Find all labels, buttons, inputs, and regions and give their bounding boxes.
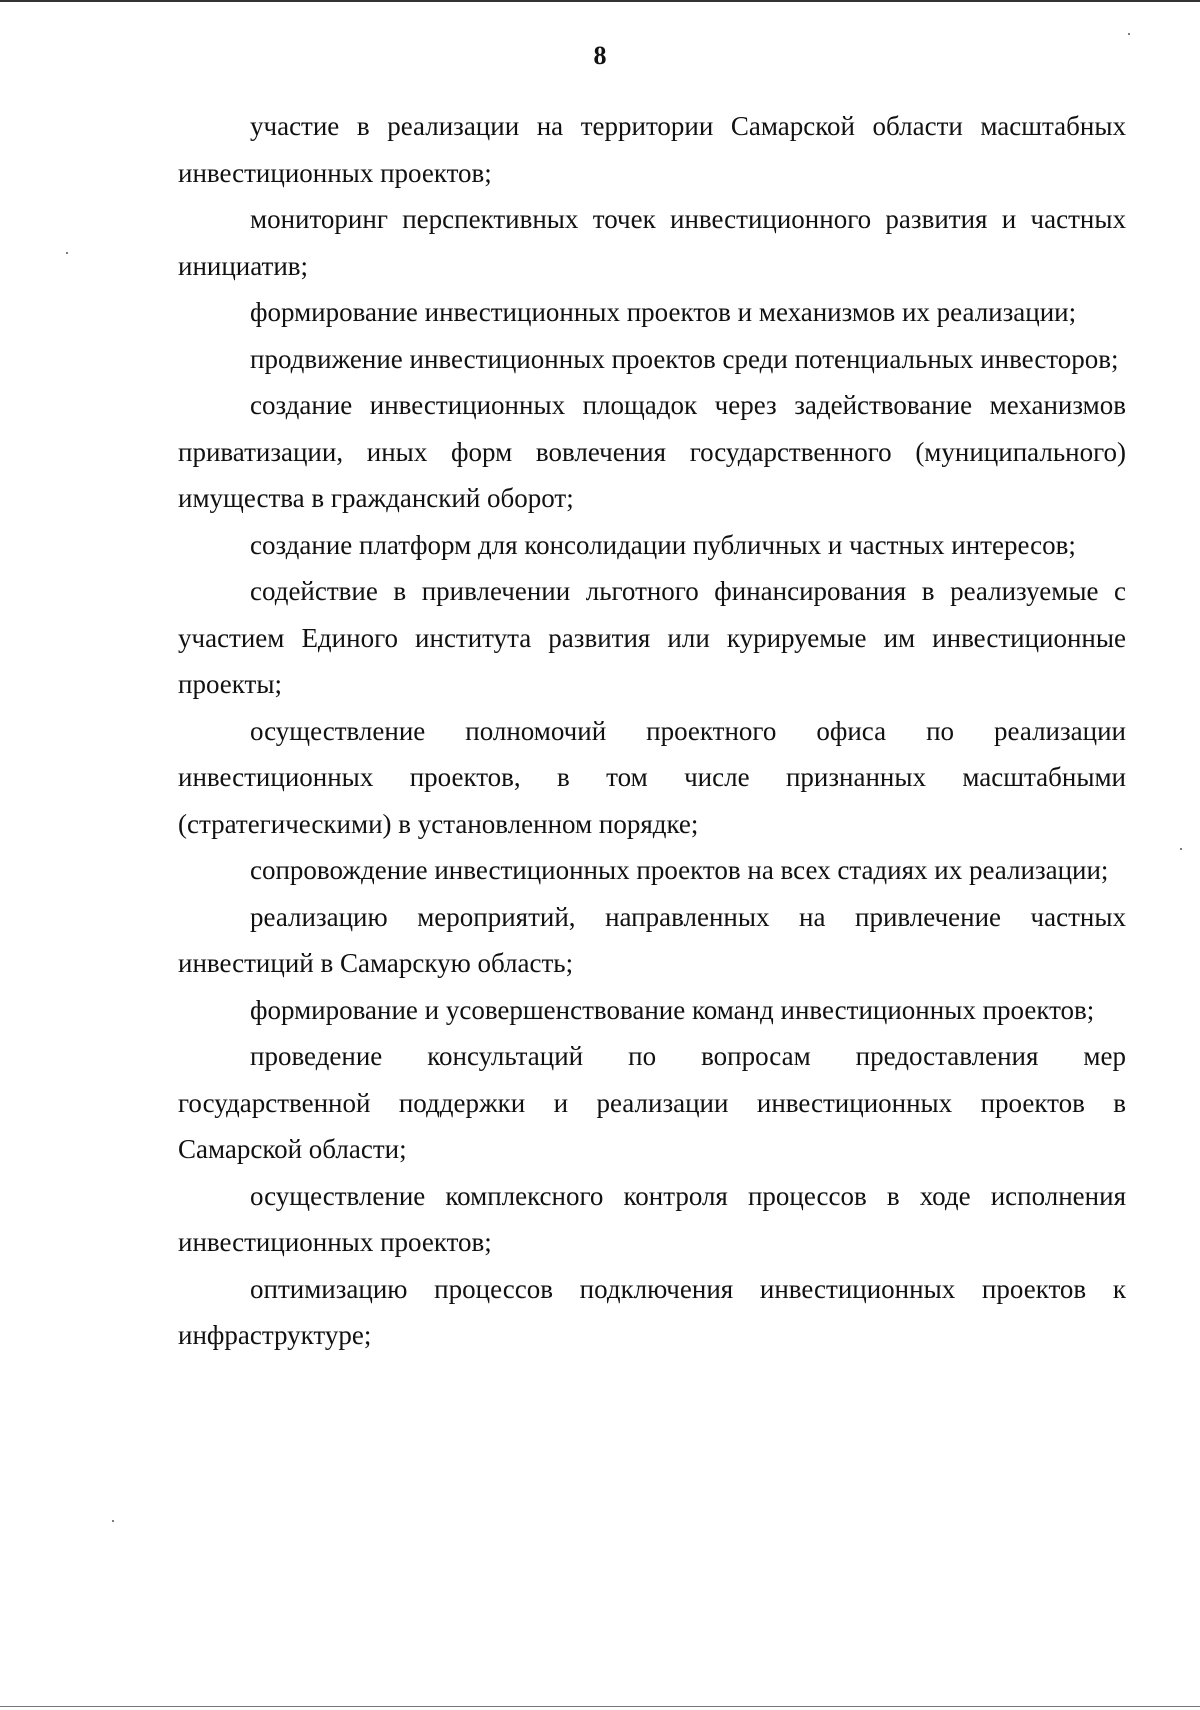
scan-speck: [112, 1520, 114, 1522]
list-item: проведение консультаций по вопросам предоставления мер государственной поддержки и реализации инвестиционных проектов в Самарской области;: [178, 1041, 1126, 1164]
list-item: оптимизацию процессов подключения инвестиционных проектов к инфраструктуре;: [178, 1273, 1126, 1350]
list-item: формирование и усовершенствование команд инвестиционных проектов;: [250, 994, 1095, 1025]
scan-top-edge: [0, 0, 1200, 2]
list-item: реализацию мероприятий, направленных на привлечение частных инвестиций в Самарскую область;: [178, 901, 1126, 978]
list-item: содействие в привлечении льготного финансирования в реализуемые с участием Единого института развития или курируемые им инвестиционные проекты;: [178, 576, 1126, 699]
scan-speck: [1180, 848, 1182, 850]
list-item: создание инвестиционных площадок через задействование механизмов приватизации, иных форм вовлечения государственного (муниципального) имущества в гражданский оборот;: [178, 390, 1126, 513]
list-item: создание платформ для консолидации публичных и частных интересов;: [250, 529, 1076, 560]
page-number: 8: [593, 41, 607, 70]
list-item: мониторинг перспективных точек инвестиционного развития и частных инициатив;: [178, 204, 1126, 281]
document-body: [178, 103, 1126, 1359]
scan-speck: [66, 252, 68, 254]
list-item: участие в реализации на территории Самарской области масштабных инвестиционных проектов;: [178, 111, 1126, 188]
list-item: осуществление комплексного контроля процессов в ходе исполнения инвестиционных проектов;: [178, 1180, 1126, 1257]
list-item: сопровождение инвестиционных проектов на всех стадиях их реализации;: [250, 855, 1109, 885]
list-item: формирование инвестиционных проектов и механизмов их реализации;: [250, 297, 1077, 327]
list-item: осуществление полномочий проектного офиса по реализации инвестиционных проектов, в том числе признанных масштабными (стратегическими) в установленном порядке;: [178, 715, 1126, 839]
scan-speck: [1128, 33, 1130, 35]
list-item: продвижение инвестиционных проектов среди потенциальных инвесторов;: [250, 343, 1119, 374]
scan-bottom-edge: [0, 1706, 1200, 1707]
